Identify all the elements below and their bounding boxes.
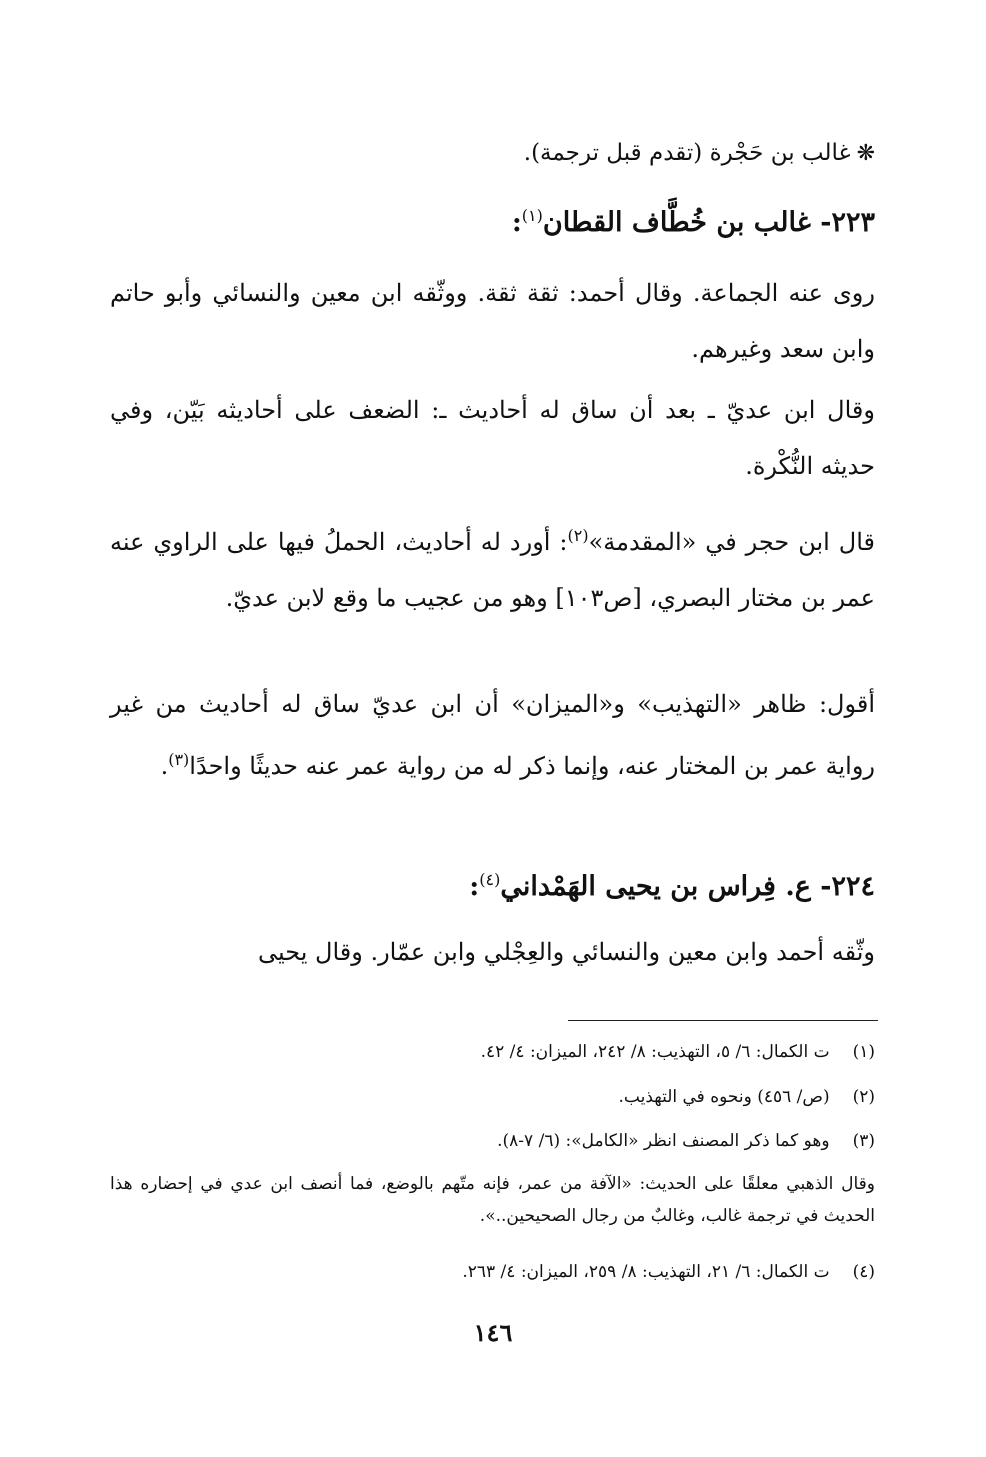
entry-224-heading: [110, 860, 875, 907]
paragraph-4-end: .: [160, 752, 169, 780]
asterisk-icon: ❋: [856, 141, 875, 166]
cross-reference-text: غالب بن حَجْرة (تقدم قبل ترجمة).: [523, 140, 851, 166]
entry-223-colon: :: [511, 207, 522, 238]
paragraph-4-body: أقول: ظاهر «التهذيب» و«الميزان» أن ابن عديّ ساق له أحاديث من غير رواية عمر بن المختار عنه، وإنما ذكر له من رواية عمر عنه حديثًا واحدًا: [110, 690, 876, 780]
footnote-4: [110, 1256, 875, 1288]
footnote-1: [110, 1036, 875, 1068]
footnote-number: (٢): [852, 1087, 875, 1107]
footnote-text: (ص/ ٤٥٦) ونحوه في التهذيب.: [618, 1087, 830, 1107]
footnote-ref-1[interactable]: (١): [521, 206, 543, 225]
footnote-3-continuation: [110, 1168, 875, 1232]
footnote-text: ت الكمال: ٦/ ٥، التهذيب: ٨/ ٢٤٢، الميزان: ٤/ ٤٢.: [480, 1042, 830, 1062]
entry-223-paragraph-2: وقال ابن عديّ ـ بعد أن ساق له أحاديث ـ: الضعف على أحاديثه بَيّن، وفي حديثه النُّكْرة.: [110, 396, 875, 480]
footnote-ref-2[interactable]: (٢): [567, 526, 589, 545]
paragraph-3-lead: قال ابن حجر في «المقدمة»: [588, 528, 875, 556]
footnote-text: وهو كما ذكر المصنف انظر «الكامل»: (٦/ ٧-٨).: [497, 1131, 830, 1151]
entry-224-colon: :: [469, 871, 480, 902]
entry-223-title: ٢٢٣- غالب بن خُطَّاف القطان: [542, 207, 875, 238]
footnote-separator: [568, 1020, 878, 1021]
paragraph-3-body: : أورد له أحاديث، الحملُ فيها على الراوي عنه عمر بن مختار البصري، [ص١٠٣] وهو من عجيب ما وقع لابن عديّ.: [110, 528, 875, 612]
footnote-number: (٣): [852, 1131, 875, 1151]
footnote-number: (١): [852, 1042, 875, 1062]
entry-223-paragraph-1: روى عنه الجماعة. وقال أحمد: ثقة ثقة. ووثّقه ابن معين والنسائي وأبو حاتم وابن سعد وغيرهم.: [110, 279, 875, 363]
footnote-number: (٤): [852, 1262, 875, 1282]
entry-224-title: ٢٢٤- ع. فِراس بن يحيى الهَمْداني: [500, 871, 875, 902]
footnote-text: ت الكمال: ٦/ ٢١، التهذيب: ٨/ ٢٥٩، الميزان: ٤/ ٢٦٣.: [462, 1262, 830, 1282]
entry-223-paragraph-3: [110, 508, 875, 626]
footnote-2: [110, 1081, 875, 1113]
cross-reference-entry: [110, 136, 875, 171]
entry-223-heading: [110, 196, 875, 243]
footnote-text: وقال الذهبي معلقًا على الحديث: «الآفة من عمر، فإنه متّهم بالوضع، فما أنصف ابن عدي في إحضاره هذا الحديث في ترجمة غالب، وغالبٌ من رجال الصحيحين..».: [110, 1174, 875, 1226]
footnote-ref-4[interactable]: (٤): [479, 870, 501, 889]
page-number: ١٤٦: [473, 1318, 513, 1347]
footnote-3: [110, 1125, 875, 1157]
footnote-ref-3[interactable]: (٣): [168, 750, 190, 769]
entry-224-paragraph-1: وثّقه أحمد وابن معين والنسائي والعِجْلي وابن عمّار. وقال يحيى: [257, 938, 875, 966]
entry-223-paragraph-4: [110, 676, 875, 794]
